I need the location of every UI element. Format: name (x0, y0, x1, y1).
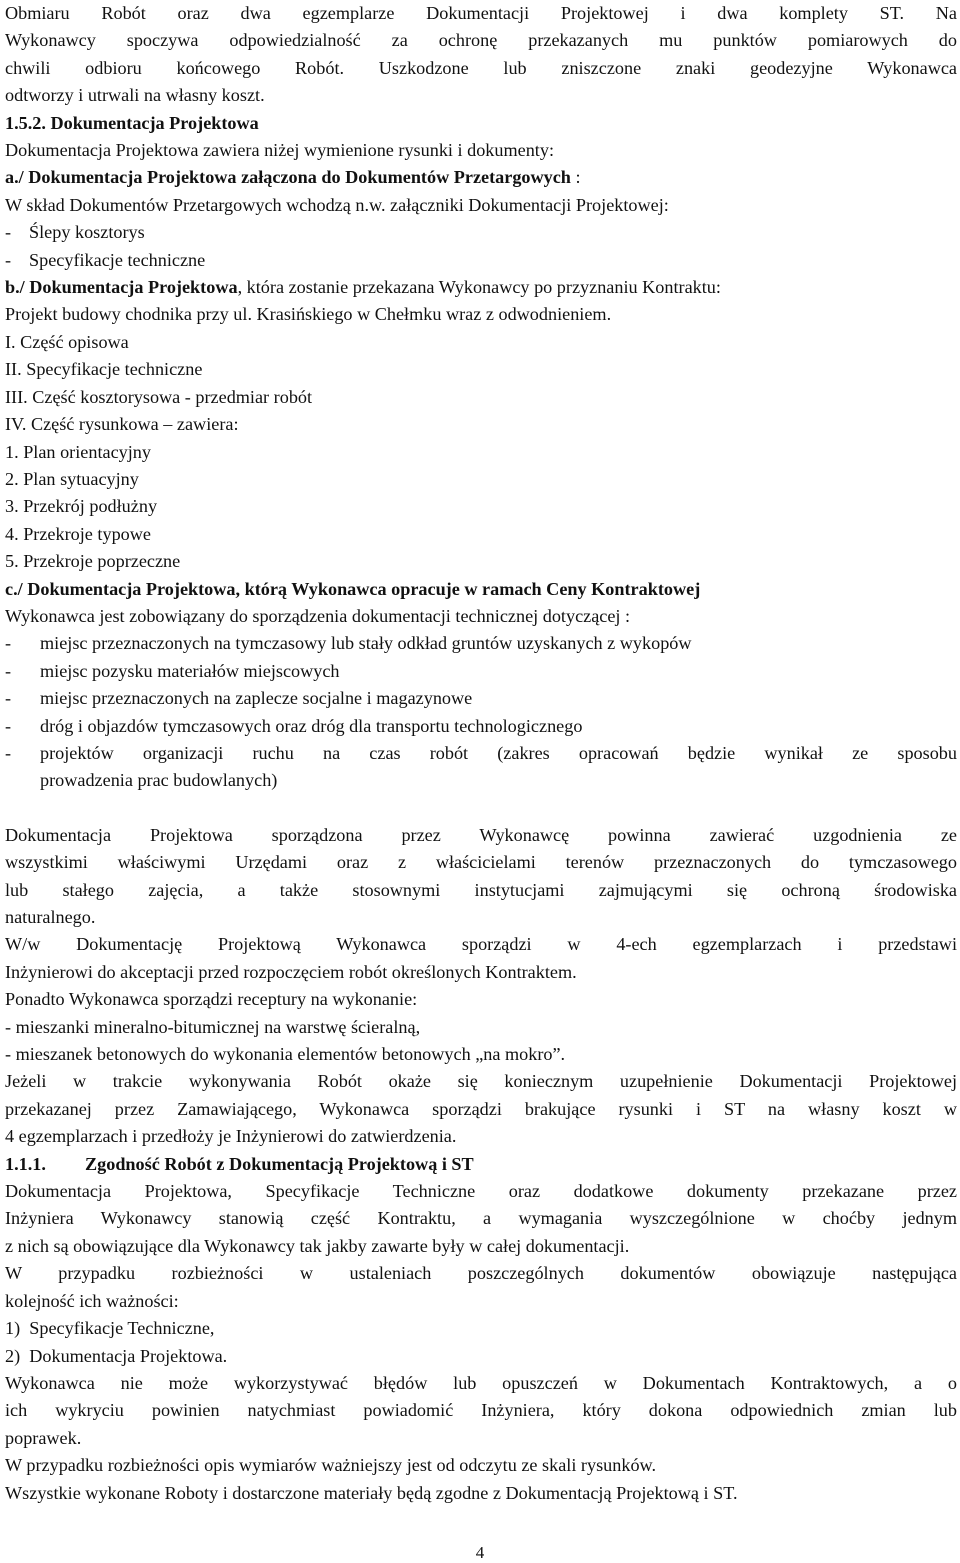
section-heading-1-5-2: 1.5.2. Dokumentacja Projektowa (5, 112, 259, 133)
paragraph-line: - mieszanki mineralno-bitumicznej na warstwę ścieralną, (5, 1016, 421, 1037)
paragraph-line: 4 egzemplarzach i przedłoży je Inżynierowi do zatwierdzenia. (5, 1126, 457, 1147)
list-item: - dróg i objazdów tymczasowych oraz dróg dla transportu technologicznego (5, 715, 583, 736)
part-a-heading-bold: a./ Dokumentacja Projektowa załączona do Dokumentów Przetargowych (5, 167, 571, 188)
list-item: 5. Przekroje poprzeczne (5, 551, 181, 572)
list-item: III. Część kosztorysowa - przedmiar robót (5, 386, 313, 407)
intro-line: chwili odbioru końcowego Robót. Uszkodzone lub zniszczone znaki geodezyjne Wykonawca (5, 57, 957, 78)
paragraph-line: ich wykryciu powinien natychmiast powiadomić Inżyniera, który dokona odpowiednich zmian lub (5, 1400, 957, 1421)
list-item: - Specyfikacje techniczne (5, 249, 206, 270)
intro-line: Obmiaru Robót oraz dwa egzemplarze Dokumentacji Projektowej i dwa komplety ST. Na (5, 3, 957, 23)
page-number: 4 (475, 1543, 485, 1562)
part-b-heading (5, 274, 957, 301)
list-item-continuation: prowadzenia prac budowlanych) (40, 770, 278, 791)
section-title: Zgodność Robót z Dokumentacją Projektową i ST (85, 1153, 474, 1174)
paragraph-line: z nich są obowiązujące dla Wykonawcy tak jakby zawarte były w całej dokumentacji. (5, 1235, 630, 1256)
section-number: 1.1.1. (5, 1153, 46, 1174)
list-item: - projektów organizacji ruchu na czas robót (zakres opracowań będzie wynikał ze sposobu (5, 742, 957, 763)
paragraph-line: - mieszanek betonowych do wykonania elementów betonowych „na mokro”. (5, 1044, 566, 1065)
list-item: 2) Dokumentacja Projektowa. (5, 1345, 228, 1366)
part-c-heading: c./ Dokumentacja Projektowa, którą Wykonawca opracuje w ramach Ceny Kontraktowej (5, 578, 701, 599)
part-a-heading-suffix: : (570, 167, 581, 188)
list-item: IV. Część rysunkowa – zawiera: (5, 414, 239, 435)
list-item: - Ślepy kosztorys (5, 222, 145, 243)
paragraph-line: Inżynierowi do akceptacji przed rozpoczęciem robót określonych Kontraktem. (5, 961, 577, 982)
list-item: - miejsc przeznaczonych na tymczasowy lub stały odkład gruntów uzyskanych z wykopów (5, 633, 692, 654)
document-page (5, 0, 957, 1507)
paragraph-line: przekazanej przez Zamawiającego, Wykonawca sporządzi brakujące rysunki i ST na własny koszt w (5, 1098, 957, 1119)
part-a-heading (5, 164, 957, 191)
part-c-text: Wykonawca jest zobowiązany do sporządzenia dokumentacji technicznej dotyczącej : (5, 605, 631, 626)
list-item: II. Specyfikacje techniczne (5, 359, 203, 380)
list-item: 3. Przekrój podłużny (5, 496, 158, 517)
paragraph-line: lub stałego zajęcia, a także stosownymi instytucjami zajmującymi się ochroną środowiska (5, 879, 957, 900)
paragraph-line: W przypadku rozbieżności opis wymiarów ważniejszy jest od odczytu ze skali rysunków. (5, 1455, 657, 1476)
part-b-heading-rest: , która zostanie przekazana Wykonawcy po przyznaniu Kontraktu: (237, 277, 721, 298)
paragraph-line: Dokumentacja Projektowa sporządzona przez Wykonawcę powinna zawierać uzgodnienia ze (5, 824, 957, 845)
part-b-project: Projekt budowy chodnika przy ul. Krasińskiego w Chełmku wraz z odwodnieniem. (5, 304, 612, 325)
list-item: 4. Przekroje typowe (5, 523, 151, 544)
intro-line: Wykonawcy spoczywa odpowiedzialność za ochronę przekazanych mu punktów pomiarowych do (5, 30, 957, 51)
part-b-heading-bold: b./ Dokumentacja Projektowa (5, 277, 238, 298)
paragraph-line: W przypadku rozbieżności w ustaleniach poszczególnych dokumentów obowiązuje następująca (5, 1263, 957, 1284)
paragraph-line: Wykonawca nie może wykorzystywać błędów lub opuszczeń w Dokumentach Kontraktowych, a o (5, 1372, 957, 1393)
list-item: 1) Specyfikacje Techniczne, (5, 1318, 215, 1339)
paragraph-line: Wszystkie wykonane Roboty i dostarczone materiały będą zgodne z Dokumentacją Projektową i ST. (5, 1482, 738, 1503)
paragraph-line: Jeżeli w trakcie wykonywania Robót okaże się koniecznym uzupełnienie Dokumentacji Projektowej (5, 1071, 957, 1092)
paragraph-line: kolejność ich ważności: (5, 1290, 179, 1311)
list-item: - miejsc przeznaczonych na zaplecze socjalne i magazynowe (5, 688, 473, 709)
part-a-text: W skład Dokumentów Przetargowych wchodzą n.w. załączniki Dokumentacji Projektowej: (5, 194, 669, 215)
list-item: 2. Plan sytuacyjny (5, 468, 139, 489)
list-item: I. Część opisowa (5, 331, 129, 352)
paragraph-line: Dokumentacja Projektowa, Specyfikacje Techniczne oraz dodatkowe dokumenty przekazane przez (5, 1181, 957, 1202)
paragraph-line: Inżyniera Wykonawcy stanowią część Kontraktu, a wymagania wyszczególnione w choćby jednym (5, 1208, 957, 1229)
paragraph-line: naturalnego. (5, 907, 96, 927)
paragraph-line: poprawek. (5, 1427, 82, 1448)
paragraph-line: Ponadto Wykonawca sporządzi receptury na wykonanie: (5, 989, 418, 1010)
section-heading-1-1-1 (5, 1151, 957, 1178)
paragraph-line: W/w Dokumentację Projektową Wykonawca sporządzi w 4-ech egzemplarzach i przedstawi (5, 934, 957, 955)
intro-line: odtworzy i utrwali na własny koszt. (5, 85, 265, 106)
paragraph-line: wszystkimi właściwymi Urzędami oraz z właścicielami terenów przeznaczonych do tymczasowego (5, 852, 957, 873)
section-text: Dokumentacja Projektowa zawiera niżej wymienione rysunki i dokumenty: (5, 140, 555, 161)
list-item: 1. Plan orientacyjny (5, 441, 151, 462)
list-item: - miejsc pozysku materiałów miejscowych (5, 660, 340, 681)
